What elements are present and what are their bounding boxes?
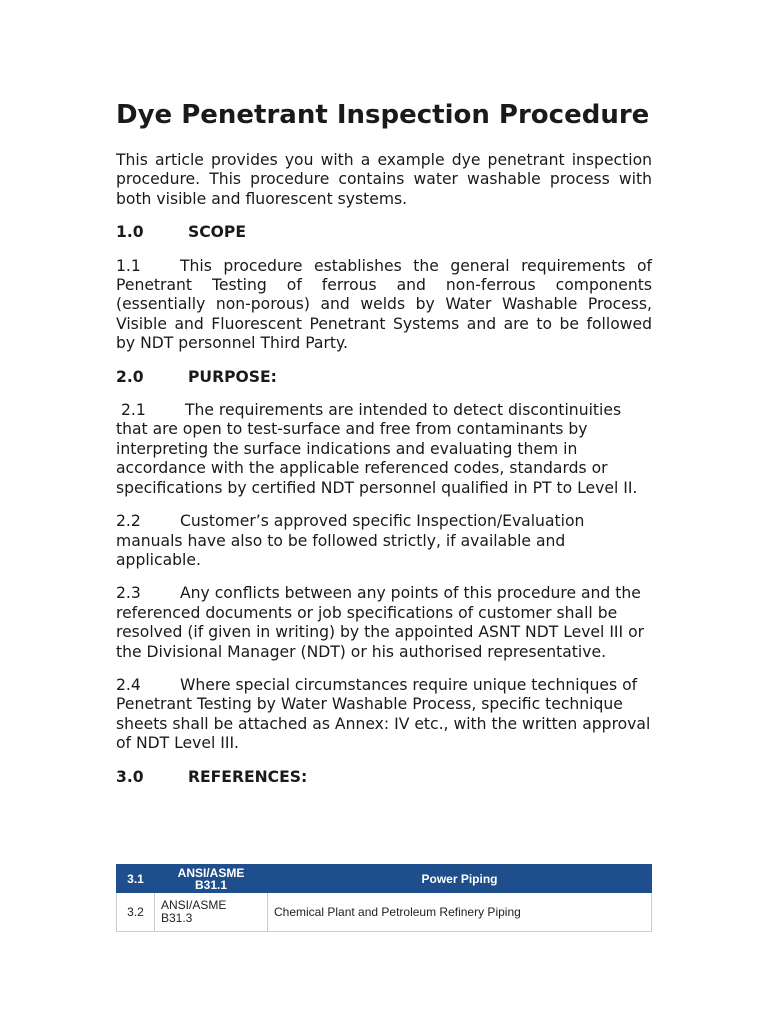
clause-number: 1.1: [116, 256, 141, 275]
section-number: 1.0: [116, 223, 144, 242]
section-number: 3.0: [116, 767, 144, 786]
clause-number: 2.1: [120, 401, 146, 420]
section-heading-scope: [116, 223, 652, 242]
table-row: [117, 865, 652, 893]
references-table: [116, 864, 652, 932]
section-title: SCOPE: [188, 223, 247, 242]
reference-description-cell: Power Piping: [268, 865, 652, 893]
reference-number-cell: 3.1: [117, 865, 155, 893]
clause-text: This procedure establishes the general requirements of Penetrant Testing of ferrous and non-ferrous components (essentially non-porous) and welds by Water Washable Process, Visible and Fluorescent Penetrant Systems and are to be followed by NDT personnel Third Party.: [116, 256, 652, 353]
clause-2-3: [116, 584, 652, 662]
clause-number: 2.2: [116, 512, 141, 531]
intro-paragraph: This article provides you with a example dye penetrant inspection procedure. This procedure contains water washable process with both visible and fluorescent systems.: [116, 151, 652, 208]
clause-number: 2.3: [116, 584, 141, 603]
section-heading-purpose: [116, 368, 652, 387]
clause-1-1: [116, 257, 652, 354]
clause-2-4: [116, 676, 652, 754]
clause-text: Where special circumstances require unique techniques of Penetrant Testing by Water Washable Process, specific technique sheets shall be attached as Annex: IV etc., with the written approval of NDT Level III.: [116, 675, 651, 753]
section-heading-references: [116, 768, 652, 787]
clause-2-2: [116, 512, 652, 570]
clause-number: 2.4: [116, 675, 141, 694]
section-title: PURPOSE:: [188, 367, 277, 386]
table-row: [117, 893, 652, 932]
reference-number-cell: 3.2: [117, 893, 155, 932]
clause-text: Customer’s approved specific Inspection/Evaluation manuals have also to be followed strictly, if available and applicable.: [116, 512, 585, 569]
reference-code-cell: ANSI/ASME B31.1: [155, 865, 268, 893]
clause-text: The requirements are intended to detect discontinuities that are open to test-surface and free from contaminants by interpreting the surface indications and evaluating them in accordance with the applicable referenced codes, standards or specifications by certified NDT personnel qualified in PT to Level II.: [116, 401, 638, 497]
clause-text: Any conflicts between any points of this procedure and the referenced documents or job specifications of customer shall be resolved (if given in writing) by the appointed ASNT NDT Level III or the Divisional Manager (NDT) or his authorised representative.: [116, 584, 645, 661]
document-page: [116, 100, 652, 801]
reference-description-cell: Chemical Plant and Petroleum Refinery Piping: [268, 893, 652, 932]
section-number: 2.0: [116, 367, 144, 386]
document-title: Dye Penetrant Inspection Procedure: [116, 100, 650, 130]
clause-2-1: [116, 401, 652, 498]
reference-code-cell: ANSI/ASME B31.3: [155, 893, 268, 932]
section-title: REFERENCES:: [188, 767, 308, 786]
